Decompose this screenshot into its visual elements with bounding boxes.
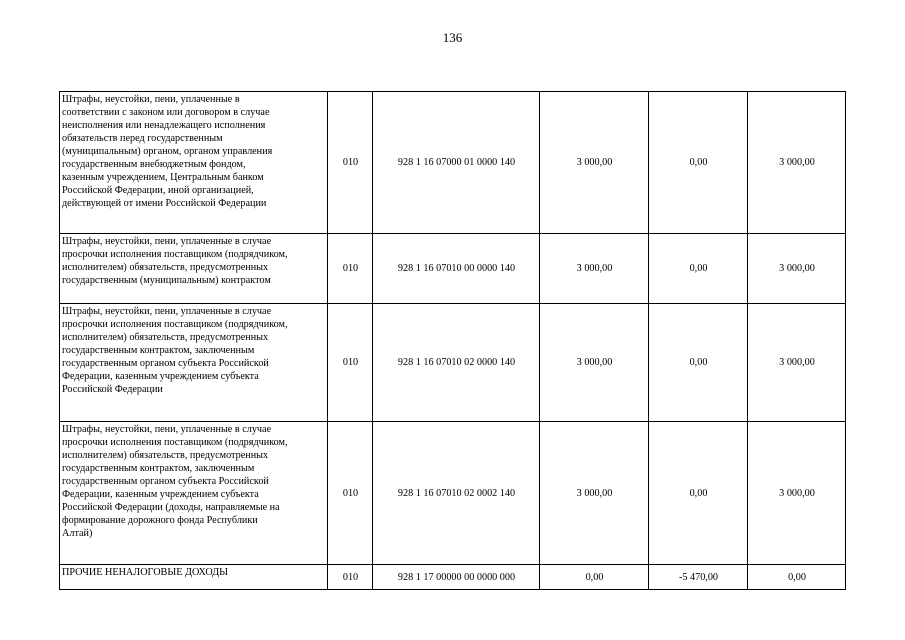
row-description [60,304,328,422]
description-line: Федерации, казенным учреждением субъекта [62,371,259,382]
description-line: просрочки исполнения поставщиком (подрядчиком, [62,319,288,330]
description-line: неисполнения или ненадлежащего исполнения [62,120,266,131]
description-line: государственным органом субъекта Российской [62,358,269,369]
row-description [60,92,328,234]
value-3-cell: 0,00 [748,565,846,590]
description-line: (муниципальным) органом, органом управления [62,146,273,157]
row-description [60,422,328,565]
description-line: Штрафы, неустойки, пени, уплаченные в [62,94,240,105]
value-3-cell: 3 000,00 [748,304,846,422]
description-line: Российской Федерации (доходы, направляемые на [62,502,280,513]
description-line: государственным внебюджетным фондом, [62,159,246,170]
description-line: исполнителем) обязательств, предусмотренных [62,262,269,273]
budget-code-cell: 928 1 16 07000 01 0000 140 [373,92,540,234]
value-3-cell: 3 000,00 [748,234,846,304]
description-line: Штрафы, неустойки, пени, уплаченные в случае [62,424,272,435]
description-line: действующей от имени Российской Федерации [62,198,267,209]
description-line: Алтай) [62,528,93,539]
description-line: Федерации, казенным учреждением субъекта [62,489,259,500]
description-line: исполнителем) обязательств, предусмотренных [62,450,269,461]
budget-code-cell: 928 1 16 07010 02 0002 140 [373,422,540,565]
description-line: формирование дорожного фонда Республики [62,515,258,526]
table-row [60,234,846,304]
description-line: государственным контрактом, заключенным [62,463,255,474]
description-line: просрочки исполнения поставщиком (подрядчиком, [62,249,288,260]
revenue-table [59,91,846,590]
table-row [60,304,846,422]
description-line: Российской Федерации, иной организацией, [62,185,254,196]
table-row [60,92,846,234]
line-code-cell: 010 [328,422,373,565]
value-2-cell: 0,00 [649,234,748,304]
value-1-cell: 3 000,00 [540,304,649,422]
budget-code-cell: 928 1 16 07010 00 0000 140 [373,234,540,304]
description-line: казенным учреждением, Центральным банком [62,172,264,183]
value-1-cell: 3 000,00 [540,234,649,304]
description-line: Штрафы, неустойки, пени, уплаченные в случае [62,306,272,317]
value-1-cell: 3 000,00 [540,92,649,234]
value-2-cell: 0,00 [649,92,748,234]
table-row [60,565,846,590]
description-line: исполнителем) обязательств, предусмотренных [62,332,269,343]
line-code-cell: 010 [328,234,373,304]
description-line: соответствии с законом или договором в случае [62,107,270,118]
row-description [60,565,328,590]
description-line: государственным (муниципальным) контрактом [62,275,271,286]
budget-code-cell: 928 1 17 00000 00 0000 000 [373,565,540,590]
table-row [60,422,846,565]
page-number: 136 [442,30,463,45]
value-2-cell: 0,00 [649,304,748,422]
line-code-cell: 010 [328,565,373,590]
line-code-cell: 010 [328,304,373,422]
description-line: обязательств перед государственным [62,133,223,144]
value-1-cell: 0,00 [540,565,649,590]
value-2-cell: -5 470,00 [649,565,748,590]
description-line: просрочки исполнения поставщиком (подрядчиком, [62,437,288,448]
value-3-cell: 3 000,00 [748,92,846,234]
budget-code-cell: 928 1 16 07010 02 0000 140 [373,304,540,422]
description-line: ПРОЧИЕ НЕНАЛОГОВЫЕ ДОХОДЫ [62,567,229,578]
line-code-cell: 010 [328,92,373,234]
value-3-cell: 3 000,00 [748,422,846,565]
description-line: Штрафы, неустойки, пени, уплаченные в случае [62,236,272,247]
description-line: государственным контрактом, заключенным [62,345,255,356]
value-1-cell: 3 000,00 [540,422,649,565]
value-2-cell: 0,00 [649,422,748,565]
row-description [60,234,328,304]
description-line: государственным органом субъекта Российской [62,476,269,487]
description-line: Российской Федерации [62,384,163,395]
